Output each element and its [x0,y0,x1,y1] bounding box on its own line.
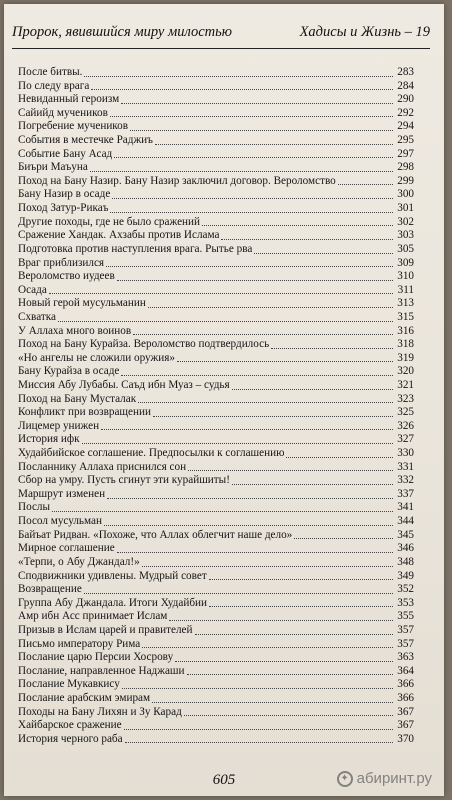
toc-entry-title: Посол мусульман [18,515,102,528]
toc-dot-leader [148,307,393,308]
toc-dot-leader [175,661,393,662]
toc-entry-page: 364 [397,664,414,677]
toc-entry [18,393,414,407]
toc-entry [18,597,414,611]
toc-entry [18,733,414,747]
toc-entry-page: 348 [397,555,414,568]
toc-entry-title: Погребение мучеников [18,120,129,133]
toc-dot-leader [142,566,393,567]
toc-entry [18,583,414,597]
toc-entry-page: 315 [397,310,414,323]
toc-entry-page: 367 [397,705,414,718]
toc-entry-page: 302 [397,215,414,228]
toc-entry-page: 370 [397,732,414,745]
toc-entry-title: Походы на Бану Лихян и Зу Карад [18,705,182,718]
toc-dot-leader [232,389,393,390]
toc-dot-leader [188,470,393,471]
toc-entry-page: 319 [397,351,414,364]
toc-entry [18,556,414,570]
toc-entry-page: 299 [397,174,414,187]
toc-entry-title: Послание Мукавкису [18,678,120,691]
toc-entry-page: 344 [397,515,414,528]
toc-dot-leader [271,348,393,349]
toc-entry [18,80,414,94]
toc-dot-leader [254,253,393,254]
toc-entry-page: 292 [397,106,414,119]
toc-dot-leader [121,103,393,104]
toc-entry [18,311,414,325]
toc-dot-leader [110,116,393,117]
toc-entry-title: Хайбарское сражение [18,719,122,732]
toc-entry-title: Амр ибн Асс принимает Ислам [18,610,168,623]
toc-entry-title: Поход на Бану Курайза. Вероломство подтвердилось [18,338,270,351]
toc-dot-leader [84,76,393,77]
toc-entry-title: Новый герой мусульманин [18,297,146,310]
toc-entry-page: 318 [397,338,414,351]
toc-entry-page: 311 [397,283,414,296]
toc-entry-page: 367 [397,719,414,732]
toc-entry [18,161,414,175]
toc-entry-title: «Но ангелы не сложили оружия» [18,351,175,364]
toc-entry-page: 363 [397,651,414,664]
book-page [4,4,444,796]
toc-entry-title: Бану Курайза в осаде [18,365,120,378]
toc-entry-title: У Аллаха много воинов [18,324,132,337]
toc-entry-page: 353 [397,596,414,609]
toc-entry-page: 355 [397,610,414,623]
toc-entry-page: 295 [397,134,414,147]
toc-entry-title: Миссия Абу Лубабы. Саъд ибн Муаз – судья [18,379,230,391]
toc-entry [18,270,414,284]
toc-entry-page: 305 [397,242,414,255]
toc-entry-title: Послание арабским эмирам [18,692,151,705]
toc-entry-page: 341 [397,501,414,514]
toc-entry [18,570,414,584]
toc-dot-leader [202,225,393,226]
toc-entry-title: Послание царю Персии Хосрову [18,651,174,664]
toc-entry [18,297,414,311]
toc-entry-page: 320 [397,365,414,378]
toc-entry-title: Сайийд мучеников [18,106,108,119]
watermark-text: абиринт.ру [356,770,432,787]
toc-entry [18,420,414,434]
toc-entry-page: 310 [397,270,414,283]
toc-dot-leader [142,647,393,648]
toc-entry-page: 349 [397,569,414,582]
labirint-watermark [337,770,432,787]
toc-dot-leader [195,634,393,635]
toc-entry [18,175,414,189]
toc-dot-leader [122,688,393,689]
toc-entry-page: 309 [397,256,414,269]
toc-entry [18,461,414,475]
toc-entry-title: Биъри Маъуна [18,161,88,174]
toc-dot-leader [49,293,393,294]
toc-entry-title: Посланнику Аллаха приснился сон [18,460,187,473]
header-left-title: Пророк, явившийся миру милостью [12,24,232,40]
header-divider [12,48,430,49]
toc-entry-title: Сбор на умру. Пусть сгинут эти курайшиты! [18,474,230,487]
toc-entry [18,678,414,692]
toc-entry [18,216,414,230]
toc-dot-leader [187,674,393,675]
toc-entry [18,542,414,556]
toc-dot-leader [106,266,393,267]
toc-entry-title: Худайбийское соглашение. Предпосылки к соглашению [18,447,285,460]
toc-dot-leader [112,198,393,199]
page-number: 605 [212,772,236,788]
toc-entry-page: 284 [397,79,414,92]
labirint-logo-icon: ✦ [337,771,353,787]
toc-dot-leader [155,144,393,145]
toc-entry-title: Вероломство иудеев [18,270,115,283]
toc-dot-leader [294,538,393,539]
toc-entry-title: Враг приблизился [18,256,105,269]
toc-entry [18,379,414,393]
toc-dot-leader [169,620,393,621]
toc-entry-page: 298 [397,161,414,174]
toc-dot-leader [84,593,393,594]
toc-entry [18,706,414,720]
toc-entry [18,638,414,652]
toc-entry-title: Другие походы, где не было сражений [18,215,201,228]
toc-dot-leader [110,212,393,213]
toc-entry-page: 323 [397,392,414,405]
toc-entry-title: Поход на Бану Мусталак [18,392,137,405]
toc-entry-title: Возвращение [18,583,82,596]
toc-entry-title: Сражение Хандак. Ахзабы против Ислама [18,229,220,242]
toc-entry [18,365,414,379]
toc-entry [18,447,414,461]
toc-entry [18,474,414,488]
toc-entry-title: «Терпи, о Абу Джандал!» [18,555,140,568]
toc-entry [18,257,414,271]
toc-entry-title: История черного раба [18,732,123,745]
toc-entry-page: 294 [397,120,414,133]
toc-dot-leader [152,702,393,703]
toc-entry-page: 330 [397,447,414,460]
toc-entry-page: 303 [397,229,414,242]
toc-entry [18,188,414,202]
toc-entry [18,107,414,121]
toc-entry [18,502,414,516]
toc-dot-leader [90,171,393,172]
toc-entry-title: Послание, направленное Наджаши [18,664,185,677]
toc-entry-page: 301 [397,202,414,215]
toc-entry [18,338,414,352]
toc-dot-leader [209,579,393,580]
toc-entry [18,325,414,339]
toc-entry-page: 325 [397,406,414,419]
toc-entry-title: Призыв в Ислам царей и правителей [18,623,193,636]
toc-dot-leader [232,484,393,485]
toc-entry-title: После битвы. [18,65,83,78]
toc-entry [18,692,414,706]
toc-dot-leader [114,157,393,158]
toc-entry-title: Поход Затур-Рикаъ [18,202,109,215]
toc-entry [18,406,414,420]
toc-entry-title: Мирное соглашение [18,542,115,555]
toc-entry-title: Схватка [18,310,56,323]
toc-dot-leader [184,715,393,716]
toc-entry-title: События в местечке Раджиъ [18,134,153,147]
toc-entry-title: Бану Назир в осаде [18,188,111,201]
toc-entry-title: Письмо императору Рима [18,637,141,650]
toc-entry-page: 352 [397,583,414,596]
toc-dot-leader [133,334,393,335]
toc-entry-page: 316 [397,324,414,337]
toc-entry-page: 366 [397,678,414,691]
toc-entry-page: 366 [397,692,414,705]
toc-entry [18,529,414,543]
toc-dot-leader [338,184,393,185]
toc-entry-page: 357 [397,623,414,636]
toc-entry-page: 326 [397,419,414,432]
toc-entry [18,202,414,216]
running-header [12,24,430,46]
toc-entry [18,665,414,679]
table-of-contents [18,66,414,746]
toc-entry-page: 290 [397,93,414,106]
toc-entry [18,229,414,243]
toc-entry [18,352,414,366]
toc-dot-leader [101,429,393,430]
toc-dot-leader [177,361,393,362]
toc-dot-leader [153,416,393,417]
toc-entry [18,515,414,529]
toc-entry-page: 300 [397,188,414,201]
toc-dot-leader [91,89,393,90]
toc-dot-leader [121,375,393,376]
toc-entry-page: 321 [397,379,414,391]
toc-entry-title: Байъат Ридван. «Похоже, что Аллах облегчит наше дело» [18,528,293,541]
toc-dot-leader [286,457,393,458]
toc-entry-title: Событие Бану Асад [18,147,113,160]
toc-entry [18,433,414,447]
toc-dot-leader [221,239,393,240]
toc-dot-leader [124,729,393,730]
toc-entry [18,66,414,80]
toc-entry [18,243,414,257]
toc-dot-leader [52,511,393,512]
toc-entry-page: 283 [397,65,414,78]
toc-entry [18,284,414,298]
toc-entry-title: Группа Абу Джандала. Итоги Худайбии [18,596,207,609]
toc-dot-leader [82,443,393,444]
header-right-title: Хадисы и Жизнь – 19 [299,24,430,40]
toc-entry-page: 331 [397,460,414,473]
toc-entry [18,134,414,148]
toc-entry [18,719,414,733]
toc-dot-leader [125,742,393,743]
toc-entry-title: История ифк [18,433,80,446]
toc-entry-title: Маршрут изменен [18,487,106,500]
toc-entry [18,610,414,624]
toc-entry-page: 327 [397,433,414,446]
toc-dot-leader [58,321,393,322]
toc-entry [18,488,414,502]
toc-entry-page: 297 [397,147,414,160]
toc-entry [18,93,414,107]
toc-entry [18,651,414,665]
toc-entry-title: Поход на Бану Назир. Бану Назир заключил договор. Вероломство [18,174,336,187]
toc-entry-title: Лицемер унижен [18,419,100,432]
toc-dot-leader [104,525,393,526]
toc-entry-page: 337 [397,487,414,500]
toc-dot-leader [117,552,393,553]
toc-entry-page: 332 [397,474,414,487]
toc-entry [18,120,414,134]
toc-entry-title: Сподвижники удивлены. Мудрый совет [18,569,207,582]
toc-entry-title: По следу врага [18,79,90,92]
toc-entry-page: 357 [397,637,414,650]
toc-dot-leader [138,402,393,403]
toc-dot-leader [107,498,393,499]
toc-entry-title: Конфликт при возвращении [18,406,151,419]
toc-entry-title: Осада [18,283,47,296]
toc-entry-title: Невиданный героизм [18,93,120,106]
toc-dot-leader [130,130,393,131]
toc-entry-page: 346 [397,542,414,555]
toc-dot-leader [209,606,393,607]
toc-entry-page: 345 [397,528,414,541]
toc-dot-leader [117,280,393,281]
toc-entry-title: Подготовка против наступления врага. Рытье рва [18,242,253,255]
toc-entry-title: Послы [18,501,51,514]
toc-entry [18,624,414,638]
toc-entry [18,148,414,162]
toc-entry-page: 313 [397,297,414,310]
